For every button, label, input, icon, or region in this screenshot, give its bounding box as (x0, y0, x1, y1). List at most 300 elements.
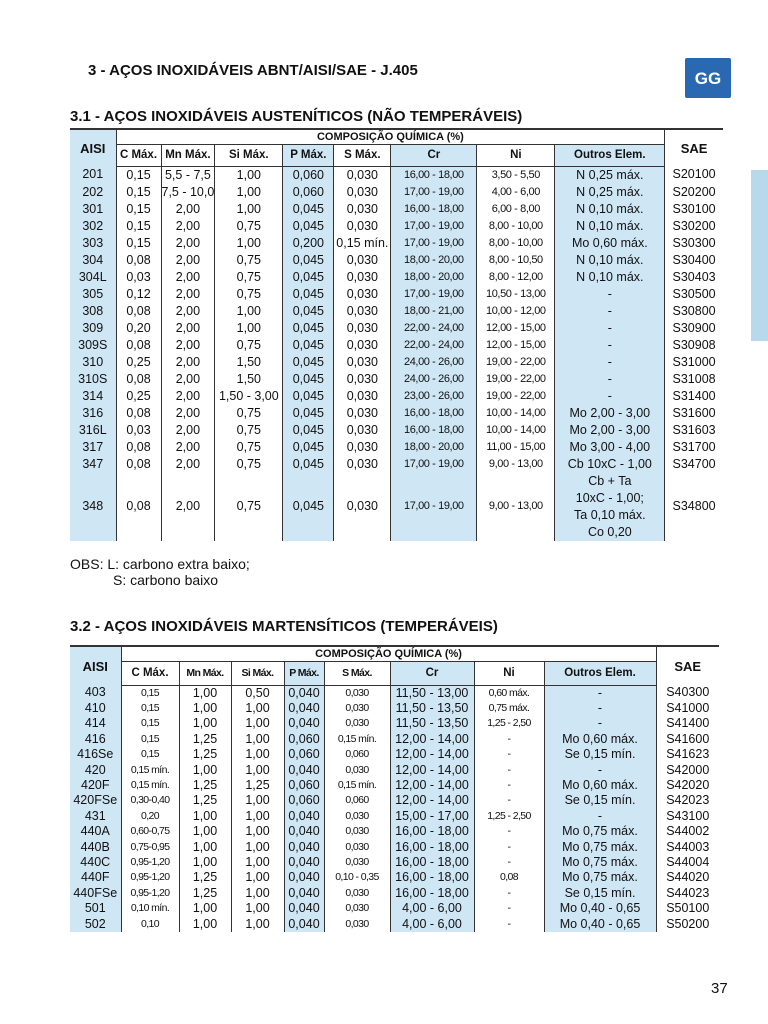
cell-outros: - (544, 809, 656, 824)
cell-cr: 18,00 - 20,00 (391, 269, 477, 286)
col-outros-header: Outros Elem. (544, 661, 656, 685)
table-row (70, 732, 719, 747)
cell-sae: S42000 (666, 762, 710, 777)
cell-cr: 16,00 - 18,00 (390, 839, 474, 854)
cell-outros: Se 0,15 mín. (544, 886, 656, 901)
cell-aisi: 501 (70, 901, 121, 916)
cell-si: 1,00 (231, 839, 284, 854)
cell-outros: Mo 0,75 máx. (544, 824, 656, 839)
cell-ni: 10,50 - 13,00 (477, 286, 555, 303)
cell-p: 0,060 (283, 166, 334, 184)
cell-aisi: 309S (70, 337, 116, 354)
cell-mn: 2,00 (161, 201, 215, 218)
cell-p: 0,060 (284, 778, 324, 793)
cell-mn: 1,25 (179, 886, 231, 901)
cell-sae: S31600 (672, 405, 716, 420)
cell-c: 0,03 (116, 269, 161, 286)
cell-ni: 9,00 - 13,00 (477, 456, 555, 473)
cell-mn: 2,00 (161, 320, 215, 337)
cell-si: 1,00 (231, 870, 284, 885)
cell-outros: N 0,25 máx. (555, 166, 665, 184)
cell-aisi: 416Se (70, 747, 121, 762)
cell-p: 0,040 (284, 839, 324, 854)
cell-ni: 4,00 - 6,00 (477, 184, 555, 201)
cell-c: 0,08 (116, 473, 161, 541)
cell-outros: Mo 0,75 máx. (544, 870, 656, 885)
outros-line: Ta 0,10 máx. (574, 507, 646, 522)
table-row (70, 456, 723, 473)
cell-sae: S44020 (666, 870, 710, 885)
cell-c: 0,15 (116, 235, 161, 252)
cell-ni: 19,00 - 22,00 (477, 371, 555, 388)
cell-mn: 1,00 (179, 901, 231, 916)
cell-sae: S30100 (672, 201, 716, 216)
cell-si: 1,00 (215, 235, 283, 252)
cell-ni: 8,00 - 10,00 (477, 218, 555, 235)
cell-aisi: 410 (70, 701, 121, 716)
cell-si: 0,75 (215, 252, 283, 269)
cell-s: 0,030 (334, 371, 391, 388)
cell-cr: 24,00 - 26,00 (391, 371, 477, 388)
cell-c: 0,95-1,20 (121, 886, 179, 901)
table-row (70, 855, 719, 870)
cell-ni: 6,00 - 8,00 (477, 201, 555, 218)
cell-c: 0,30-0,40 (121, 793, 179, 808)
cell-p: 0,040 (284, 855, 324, 870)
cell-aisi: 502 (70, 916, 121, 931)
cell-cr: 17,00 - 19,00 (391, 456, 477, 473)
cell-si: 1,00 (231, 901, 284, 916)
cell-aisi: 309 (70, 320, 116, 337)
cell-outros: - (555, 337, 665, 354)
cell-ni: 10,00 - 12,00 (477, 303, 555, 320)
cell-cr: 4,00 - 6,00 (390, 916, 474, 931)
cell-mn: 2,00 (161, 218, 215, 235)
sae-header: SAE (680, 140, 708, 156)
cell-cr: 11,50 - 13,50 (390, 701, 474, 716)
cell-outros: N 0,10 máx. (555, 201, 665, 218)
cell-ni: 10,00 - 14,00 (477, 422, 555, 439)
cell-p: 0,045 (283, 354, 334, 371)
cell-aisi: 304L (70, 269, 116, 286)
cell-ni: - (474, 824, 544, 839)
aisi-header: AISI (70, 129, 116, 166)
cell-ni: - (474, 732, 544, 747)
cell-s: 0,030 (324, 901, 390, 916)
cell-si: 0,75 (215, 456, 283, 473)
table-row (70, 269, 723, 286)
cell-aisi: 310S (70, 371, 116, 388)
cell-mn: 2,00 (161, 371, 215, 388)
cell-aisi: 416 (70, 732, 121, 747)
col-p-header: P Máx. (283, 144, 334, 166)
cell-cr: 16,00 - 18,00 (390, 870, 474, 885)
cell-mn: 1,00 (179, 701, 231, 716)
cell-p: 0,040 (284, 809, 324, 824)
cell-c: 0,25 (116, 388, 161, 405)
cell-si: 1,00 (231, 886, 284, 901)
table-row (70, 388, 723, 405)
cell-c: 0,15 (121, 716, 179, 731)
cell-sae: S42023 (666, 793, 710, 808)
cell-cr: 16,00 - 18,00 (390, 824, 474, 839)
col-si-header: Si Máx. (231, 661, 284, 685)
cell-si: 1,00 (231, 916, 284, 931)
cell-outros: - (544, 716, 656, 731)
cell-ni: 8,00 - 10,50 (477, 252, 555, 269)
cell-sae: S30500 (672, 286, 716, 301)
cell-outros: - (555, 371, 665, 388)
cell-c: 0,15 (116, 218, 161, 235)
cell-s: 0,030 (334, 354, 391, 371)
table-row (70, 422, 723, 439)
cell-aisi: 302 (70, 218, 116, 235)
cell-aisi: 308 (70, 303, 116, 320)
cell-si: 1,00 (231, 732, 284, 747)
col-ni-header: Ni (474, 661, 544, 685)
cell-cr: 16,00 - 18,00 (391, 166, 477, 184)
cell-aisi: 414 (70, 716, 121, 731)
cell-c: 0,08 (116, 303, 161, 320)
cell-c: 0,08 (116, 371, 161, 388)
cell-outros: Mo 0,60 máx. (555, 235, 665, 252)
cell-s: 0,030 (334, 252, 391, 269)
cell-aisi: 420 (70, 762, 121, 777)
table-row (70, 824, 719, 839)
cell-si: 1,00 (231, 747, 284, 762)
cell-outros: - (555, 286, 665, 303)
cell-si: 0,75 (215, 337, 283, 354)
cell-outros: - (544, 701, 656, 716)
cell-aisi: 440A (70, 824, 121, 839)
cell-mn: 2,00 (161, 405, 215, 422)
cell-outros: N 0,25 máx. (555, 184, 665, 201)
cell-sae: S31700 (672, 439, 716, 454)
cell-mn: 1,00 (179, 839, 231, 854)
cell-si: 1,00 (215, 166, 283, 184)
cell-mn: 2,00 (161, 456, 215, 473)
cell-outros: Mo 3,00 - 4,00 (555, 439, 665, 456)
cell-sae: S30908 (672, 337, 716, 352)
cell-ni: - (474, 855, 544, 870)
cell-aisi: 201 (70, 166, 116, 184)
col-c-header: C Máx. (121, 661, 179, 685)
table-row (70, 166, 723, 184)
cell-si: 0,50 (231, 685, 284, 701)
table-row (70, 916, 719, 931)
cell-si: 1,00 (215, 201, 283, 218)
cell-cr: 17,00 - 19,00 (391, 473, 477, 541)
cell-sae: S31603 (672, 422, 716, 437)
cell-mn: 2,00 (161, 354, 215, 371)
cell-s: 0,030 (324, 855, 390, 870)
section-1-title: 3.1 - AÇOS INOXIDÁVEIS AUSTENÍTICOS (NÃO TEMPERÁVEIS) (70, 108, 523, 125)
cell-p: 0,060 (284, 793, 324, 808)
cell-c: 0,03 (116, 422, 161, 439)
cell-sae: S43100 (666, 808, 710, 823)
cell-c: 0,10 mín. (121, 901, 179, 916)
cell-c: 0,95-1,20 (121, 855, 179, 870)
cell-ni: 8,00 - 10,00 (477, 235, 555, 252)
cell-si: 1,50 - 3,00 (215, 388, 283, 405)
cell-outros: Mo 2,00 - 3,00 (555, 422, 665, 439)
cell-p: 0,045 (283, 422, 334, 439)
cell-s: 0,030 (334, 422, 391, 439)
cell-outros (555, 473, 665, 541)
cell-ni: 12,00 - 15,00 (477, 337, 555, 354)
section-2-title: 3.2 - AÇOS INOXIDÁVEIS MARTENSÍTICOS (TEMPERÁVEIS) (70, 618, 498, 635)
cell-s: 0,030 (334, 456, 391, 473)
cell-mn: 2,00 (161, 439, 215, 456)
cell-s: 0,030 (324, 701, 390, 716)
cell-sae: S44003 (666, 839, 710, 854)
cell-ni: - (474, 839, 544, 854)
cell-c: 0,20 (116, 320, 161, 337)
cell-cr: 11,50 - 13,00 (390, 685, 474, 701)
col-mn-header: Mn Máx. (179, 661, 231, 685)
cell-p: 0,045 (283, 388, 334, 405)
cell-outros: Mo 0,75 máx. (544, 839, 656, 854)
cell-sae: S40300 (666, 685, 710, 700)
cell-s: 0,030 (334, 218, 391, 235)
cell-mn: 2,00 (161, 473, 215, 541)
cell-si: 0,75 (215, 422, 283, 439)
cell-p: 0,040 (284, 901, 324, 916)
cell-ni: - (474, 886, 544, 901)
cell-sae: S50200 (666, 916, 710, 931)
cell-sae: S20200 (672, 184, 716, 199)
cell-s: 0,030 (334, 286, 391, 303)
cell-mn: 5,5 - 7,5 (161, 166, 215, 184)
table-row (70, 405, 723, 422)
cell-c: 0,15 (116, 166, 161, 184)
table-row (70, 701, 719, 716)
cell-mn: 1,00 (179, 716, 231, 731)
cell-ni: 8,00 - 12,00 (477, 269, 555, 286)
cell-c: 0,08 (116, 337, 161, 354)
cell-ni: 0,75 máx. (474, 701, 544, 716)
cell-si: 0,75 (215, 473, 283, 541)
cell-cr: 18,00 - 21,00 (391, 303, 477, 320)
cell-ni: 11,00 - 15,00 (477, 439, 555, 456)
cell-outros: - (555, 388, 665, 405)
aisi-header: AISI (70, 646, 121, 685)
cell-cr: 17,00 - 19,00 (391, 184, 477, 201)
company-logo (685, 58, 731, 98)
table-row (70, 793, 719, 808)
cell-c: 0,15 (116, 184, 161, 201)
cell-ni: 10,00 - 14,00 (477, 405, 555, 422)
cell-aisi: 301 (70, 201, 116, 218)
cell-s: 0,15 mín. (334, 235, 391, 252)
cell-aisi: 310 (70, 354, 116, 371)
cell-outros: - (555, 303, 665, 320)
cell-p: 0,045 (283, 337, 334, 354)
cell-c: 0,15 (116, 201, 161, 218)
composition-header: COMPOSIÇÃO QUÍMICA (%) (116, 129, 665, 144)
cell-aisi: 314 (70, 388, 116, 405)
obs-line-1: OBS: L: carbono extra baixo; (70, 556, 250, 572)
table-row (70, 286, 723, 303)
cell-si: 1,00 (231, 701, 284, 716)
cell-outros: Se 0,15 mín. (544, 747, 656, 762)
table-row (70, 354, 723, 371)
cell-aisi: 316 (70, 405, 116, 422)
cell-ni: 9,00 - 13,00 (477, 473, 555, 541)
table-row (70, 439, 723, 456)
cell-p: 0,045 (283, 303, 334, 320)
cell-cr: 12,00 - 14,00 (390, 732, 474, 747)
cell-p: 0,040 (284, 685, 324, 701)
cell-outros: Mo 0,75 máx. (544, 855, 656, 870)
cell-p: 0,045 (283, 286, 334, 303)
cell-si: 0,75 (215, 218, 283, 235)
cell-p: 0,045 (283, 405, 334, 422)
cell-p: 0,200 (283, 235, 334, 252)
cell-c: 0,15 (121, 701, 179, 716)
cell-cr: 22,00 - 24,00 (391, 320, 477, 337)
cell-si: 1,25 (231, 778, 284, 793)
cell-p: 0,040 (284, 716, 324, 731)
cell-p: 0,060 (283, 184, 334, 201)
cell-aisi: 420F (70, 778, 121, 793)
cell-mn: 1,00 (179, 916, 231, 931)
cell-c: 0,15 mín. (121, 778, 179, 793)
cell-outros: N 0,10 máx. (555, 252, 665, 269)
cell-si: 1,00 (231, 855, 284, 870)
cell-ni: 3,50 - 5,50 (477, 166, 555, 184)
cell-outros: - (544, 685, 656, 701)
cell-sae: S30400 (672, 252, 716, 267)
cell-sae: S34700 (672, 456, 716, 471)
cell-p: 0,045 (283, 371, 334, 388)
cell-mn: 2,00 (161, 422, 215, 439)
cell-p: 0,045 (283, 456, 334, 473)
cell-cr: 16,00 - 18,00 (391, 405, 477, 422)
cell-ni: 19,00 - 22,00 (477, 354, 555, 371)
table-row (70, 337, 723, 354)
cell-s: 0,030 (334, 405, 391, 422)
cell-s: 0,030 (324, 916, 390, 931)
cell-p: 0,045 (283, 439, 334, 456)
cell-si: 1,00 (231, 809, 284, 824)
cell-s: 0,030 (334, 320, 391, 337)
cell-c: 0,08 (116, 456, 161, 473)
table-row (70, 371, 723, 388)
cell-sae: S50100 (666, 901, 710, 916)
col-c-header: C Máx. (116, 144, 161, 166)
table-row (70, 762, 719, 777)
table-row (70, 716, 719, 731)
cell-si: 1,00 (231, 824, 284, 839)
cell-s: 0,030 (334, 337, 391, 354)
cell-s: 0,030 (324, 886, 390, 901)
cell-sae: S41623 (666, 747, 710, 762)
cell-cr: 15,00 - 17,00 (390, 809, 474, 824)
cell-c: 0,15 (121, 685, 179, 701)
logo-text: GG (694, 69, 722, 88)
composition-header: COMPOSIÇÃO QUÍMICA (%) (121, 646, 656, 661)
cell-cr: 16,00 - 18,00 (390, 886, 474, 901)
cell-ni: - (474, 916, 544, 931)
cell-p: 0,045 (283, 252, 334, 269)
cell-c: 0,15 mín. (121, 762, 179, 777)
cell-p: 0,060 (284, 747, 324, 762)
cell-si: 1,00 (215, 320, 283, 337)
outros-line: 10xC - 1,00; (575, 490, 644, 505)
cell-cr: 4,00 - 6,00 (390, 901, 474, 916)
cell-s: 0,030 (334, 269, 391, 286)
cell-c: 0,08 (116, 439, 161, 456)
cell-mn: 1,25 (179, 793, 231, 808)
cell-p: 0,040 (284, 824, 324, 839)
cell-mn: 1,00 (179, 809, 231, 824)
cell-sae: S30300 (672, 235, 716, 250)
cell-si: 1,50 (215, 371, 283, 388)
cell-mn: 1,00 (179, 855, 231, 870)
cell-p: 0,060 (284, 732, 324, 747)
cell-outros: - (555, 354, 665, 371)
cell-sae: S31008 (672, 371, 716, 386)
cell-mn: 1,25 (179, 732, 231, 747)
cell-c: 0,12 (116, 286, 161, 303)
cell-si: 1,00 (231, 762, 284, 777)
cell-sae: S44004 (666, 854, 710, 869)
cell-s: 0,030 (334, 388, 391, 405)
table-row (70, 809, 719, 824)
cell-mn: 2,00 (161, 303, 215, 320)
table-row (70, 886, 719, 901)
side-tab-marker (751, 170, 768, 341)
cell-mn: 1,00 (179, 685, 231, 701)
cell-c: 0,25 (116, 354, 161, 371)
cell-s: 0,030 (324, 762, 390, 777)
cell-mn: 2,00 (161, 269, 215, 286)
cell-si: 1,00 (231, 793, 284, 808)
cell-ni: - (474, 793, 544, 808)
cell-aisi: 303 (70, 235, 116, 252)
cell-p: 0,040 (284, 870, 324, 885)
cell-s: 0,030 (334, 303, 391, 320)
cell-outros: Se 0,15 mín. (544, 793, 656, 808)
table-row (70, 870, 719, 885)
cell-sae: S44002 (666, 824, 710, 839)
cell-cr: 16,00 - 18,00 (391, 201, 477, 218)
cell-sae: S44023 (666, 885, 710, 900)
cell-aisi: 317 (70, 439, 116, 456)
cell-ni: 1,25 - 2,50 (474, 809, 544, 824)
cell-si: 1,50 (215, 354, 283, 371)
cell-outros: Mo 0,40 - 0,65 (544, 901, 656, 916)
cell-outros: N 0,10 máx. (555, 218, 665, 235)
cell-mn: 2,00 (161, 235, 215, 252)
cell-mn: 2,00 (161, 388, 215, 405)
cell-p: 0,040 (284, 762, 324, 777)
cell-si: 1,00 (215, 303, 283, 320)
cell-outros: Mo 0,40 - 0,65 (544, 916, 656, 931)
cell-s: 0,030 (324, 716, 390, 731)
col-cr-header: Cr (390, 661, 474, 685)
col-outros-header: Outros Elem. (555, 144, 665, 166)
cell-aisi: 403 (70, 685, 121, 701)
col-p-header: P Máx. (284, 661, 324, 685)
cell-ni: - (474, 901, 544, 916)
cell-aisi: 431 (70, 809, 121, 824)
cell-sae: S34800 (672, 499, 716, 513)
cell-p: 0,045 (283, 473, 334, 541)
cell-s: 0,030 (334, 166, 391, 184)
cell-ni: 0,08 (474, 870, 544, 885)
